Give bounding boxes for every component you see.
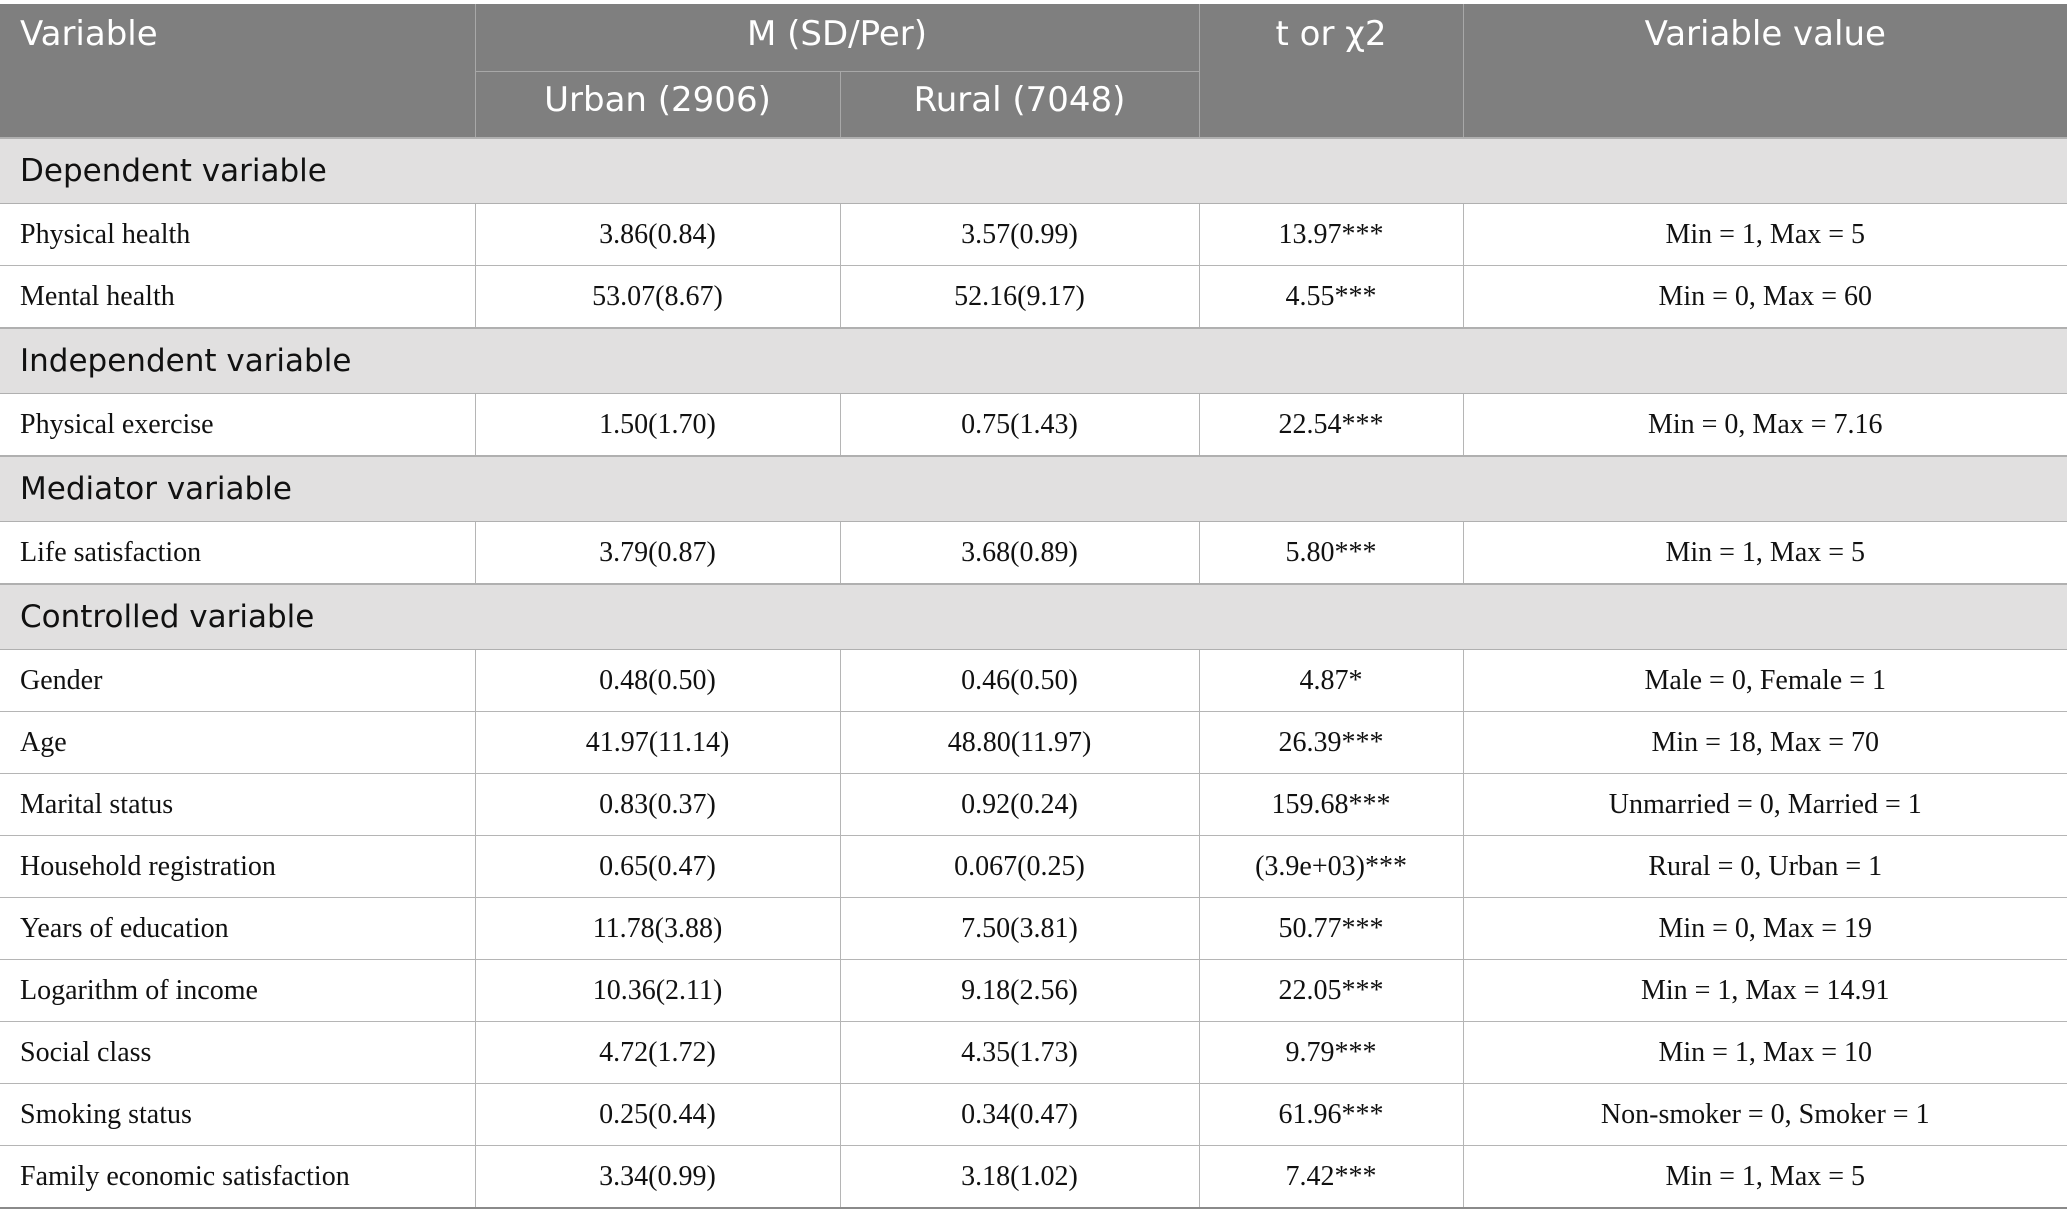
cell-rural: 4.35(1.73) bbox=[840, 1022, 1199, 1084]
cell-variable-value: Rural = 0, Urban = 1 bbox=[1463, 836, 2067, 898]
section-row bbox=[0, 328, 2067, 394]
cell-rural: 0.46(0.50) bbox=[840, 650, 1199, 712]
table-row bbox=[0, 774, 2067, 836]
cell-variable: Household registration bbox=[0, 836, 475, 898]
header-m-sd-per: M (SD/Per) bbox=[475, 4, 1199, 71]
cell-rural: 0.75(1.43) bbox=[840, 394, 1199, 457]
cell-variable: Smoking status bbox=[0, 1084, 475, 1146]
cell-rural: 3.57(0.99) bbox=[840, 204, 1199, 266]
cell-variable: Life satisfaction bbox=[0, 522, 475, 585]
cell-variable: Physical health bbox=[0, 204, 475, 266]
cell-variable-value: Min = 1, Max = 5 bbox=[1463, 204, 2067, 266]
table-row bbox=[0, 960, 2067, 1022]
cell-variable-value: Min = 1, Max = 5 bbox=[1463, 1146, 2067, 1209]
section-row bbox=[0, 456, 2067, 522]
cell-variable: Years of education bbox=[0, 898, 475, 960]
cell-rural: 0.34(0.47) bbox=[840, 1084, 1199, 1146]
cell-t-or-chi2: 9.79*** bbox=[1199, 1022, 1463, 1084]
table-row bbox=[0, 204, 2067, 266]
cell-urban: 0.48(0.50) bbox=[475, 650, 840, 712]
cell-variable-value: Min = 1, Max = 5 bbox=[1463, 522, 2067, 585]
cell-t-or-chi2: 7.42*** bbox=[1199, 1146, 1463, 1209]
cell-urban: 0.83(0.37) bbox=[475, 774, 840, 836]
cell-variable: Marital status bbox=[0, 774, 475, 836]
section-title: Controlled variable bbox=[0, 584, 2067, 650]
cell-variable-value: Min = 1, Max = 14.91 bbox=[1463, 960, 2067, 1022]
cell-variable-value: Min = 18, Max = 70 bbox=[1463, 712, 2067, 774]
descriptive-statistics-table bbox=[0, 4, 2067, 1209]
table-row bbox=[0, 898, 2067, 960]
header-variable: Variable bbox=[0, 4, 475, 138]
cell-urban: 11.78(3.88) bbox=[475, 898, 840, 960]
cell-variable: Physical exercise bbox=[0, 394, 475, 457]
cell-urban: 3.34(0.99) bbox=[475, 1146, 840, 1209]
cell-t-or-chi2: 159.68*** bbox=[1199, 774, 1463, 836]
cell-variable: Family economic satisfaction bbox=[0, 1146, 475, 1209]
cell-t-or-chi2: 22.54*** bbox=[1199, 394, 1463, 457]
cell-t-or-chi2: 26.39*** bbox=[1199, 712, 1463, 774]
cell-variable: Age bbox=[0, 712, 475, 774]
cell-urban: 10.36(2.11) bbox=[475, 960, 840, 1022]
cell-urban: 53.07(8.67) bbox=[475, 266, 840, 329]
cell-urban: 0.65(0.47) bbox=[475, 836, 840, 898]
table-row bbox=[0, 522, 2067, 585]
table-body bbox=[0, 138, 2067, 1208]
section-row bbox=[0, 584, 2067, 650]
cell-rural: 9.18(2.56) bbox=[840, 960, 1199, 1022]
cell-urban: 1.50(1.70) bbox=[475, 394, 840, 457]
cell-t-or-chi2: 50.77*** bbox=[1199, 898, 1463, 960]
cell-rural: 3.68(0.89) bbox=[840, 522, 1199, 585]
section-title: Dependent variable bbox=[0, 138, 2067, 204]
table-row bbox=[0, 266, 2067, 329]
cell-urban: 3.86(0.84) bbox=[475, 204, 840, 266]
cell-urban: 41.97(11.14) bbox=[475, 712, 840, 774]
table-row bbox=[0, 712, 2067, 774]
header-t-or-chi2: t or χ2 bbox=[1199, 4, 1463, 138]
cell-variable-value: Min = 1, Max = 10 bbox=[1463, 1022, 2067, 1084]
section-row bbox=[0, 138, 2067, 204]
cell-variable: Logarithm of income bbox=[0, 960, 475, 1022]
cell-t-or-chi2: 4.55*** bbox=[1199, 266, 1463, 329]
cell-rural: 52.16(9.17) bbox=[840, 266, 1199, 329]
cell-variable: Gender bbox=[0, 650, 475, 712]
cell-variable: Social class bbox=[0, 1022, 475, 1084]
cell-t-or-chi2: 22.05*** bbox=[1199, 960, 1463, 1022]
cell-urban: 0.25(0.44) bbox=[475, 1084, 840, 1146]
cell-t-or-chi2: 61.96*** bbox=[1199, 1084, 1463, 1146]
cell-variable-value: Min = 0, Max = 19 bbox=[1463, 898, 2067, 960]
cell-variable-value: Male = 0, Female = 1 bbox=[1463, 650, 2067, 712]
cell-urban: 4.72(1.72) bbox=[475, 1022, 840, 1084]
cell-t-or-chi2: 13.97*** bbox=[1199, 204, 1463, 266]
cell-t-or-chi2: (3.9e+03)*** bbox=[1199, 836, 1463, 898]
cell-variable-value: Non-smoker = 0, Smoker = 1 bbox=[1463, 1084, 2067, 1146]
cell-variable-value: Min = 0, Max = 60 bbox=[1463, 266, 2067, 329]
cell-rural: 7.50(3.81) bbox=[840, 898, 1199, 960]
table-row bbox=[0, 650, 2067, 712]
table-row bbox=[0, 394, 2067, 457]
table-row bbox=[0, 1022, 2067, 1084]
cell-t-or-chi2: 5.80*** bbox=[1199, 522, 1463, 585]
table-row bbox=[0, 1146, 2067, 1209]
cell-rural: 48.80(11.97) bbox=[840, 712, 1199, 774]
data-table-container bbox=[0, 4, 2067, 1209]
table-row bbox=[0, 836, 2067, 898]
cell-variable-value: Min = 0, Max = 7.16 bbox=[1463, 394, 2067, 457]
cell-urban: 3.79(0.87) bbox=[475, 522, 840, 585]
table-row bbox=[0, 1084, 2067, 1146]
cell-variable: Mental health bbox=[0, 266, 475, 329]
section-title: Mediator variable bbox=[0, 456, 2067, 522]
section-title: Independent variable bbox=[0, 328, 2067, 394]
header-variable-value: Variable value bbox=[1463, 4, 2067, 138]
table-header bbox=[0, 4, 2067, 138]
header-rural: Rural (7048) bbox=[840, 71, 1199, 138]
cell-rural: 0.067(0.25) bbox=[840, 836, 1199, 898]
header-urban: Urban (2906) bbox=[475, 71, 840, 138]
cell-rural: 0.92(0.24) bbox=[840, 774, 1199, 836]
cell-t-or-chi2: 4.87* bbox=[1199, 650, 1463, 712]
cell-variable-value: Unmarried = 0, Married = 1 bbox=[1463, 774, 2067, 836]
cell-rural: 3.18(1.02) bbox=[840, 1146, 1199, 1209]
